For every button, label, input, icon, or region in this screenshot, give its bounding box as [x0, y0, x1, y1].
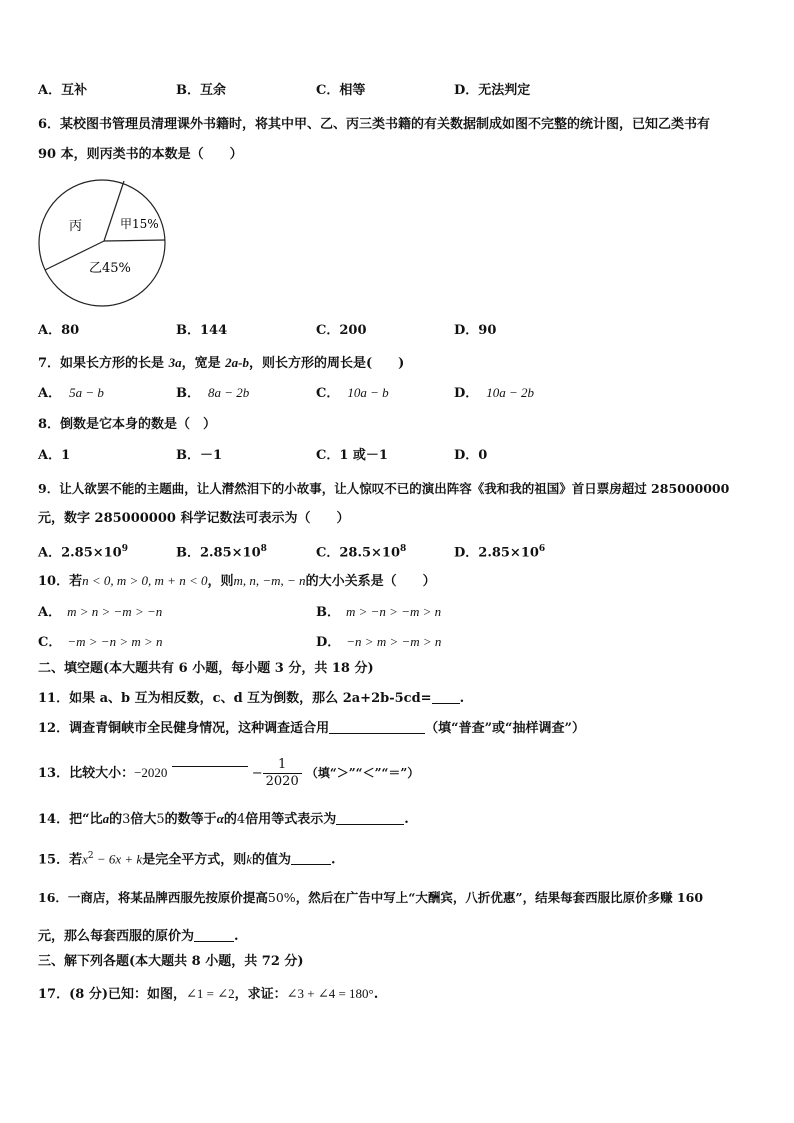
- q17-given: ∠1 = ∠2: [185, 986, 235, 1001]
- q11-text: 11．如果 a、b 互为相反数，c、d 互为倒数，那么 2a+2b-5cd=: [38, 691, 432, 706]
- q9-option-a: [38, 540, 128, 562]
- q7-option-a-label: A．: [38, 386, 62, 401]
- q5-option-a: A．互补: [38, 83, 88, 98]
- q14-var-a: a: [102, 811, 110, 826]
- q15-expr-x: x: [82, 851, 88, 867]
- pie-divider-bing-jia: [104, 181, 124, 241]
- q16-answer-blank: [194, 927, 234, 942]
- q15-stem: [38, 847, 336, 869]
- q14-part2: 的: [109, 812, 123, 827]
- section-3-heading: 三、解下列各题(本大题共 8 小题，共 72 分): [38, 954, 304, 969]
- q16-line2-text: 元，那么每套西服的原价为: [38, 929, 195, 944]
- q7-option-b: [176, 384, 249, 403]
- q11-end: .: [459, 691, 465, 706]
- q10-option-a-expr: m > n > −m > −n: [67, 604, 163, 619]
- q13-answer-blank: [172, 752, 248, 767]
- q15-part3: 的值为: [252, 852, 292, 868]
- q16-stem-line2: [38, 927, 239, 946]
- q10-option-b: [316, 603, 441, 622]
- q17-prefix: 17．(8 分)已知：如图，: [38, 987, 186, 1002]
- q15-var-k: k: [246, 851, 252, 867]
- q17-stem: [38, 985, 378, 1004]
- q6-option-d: D．90: [454, 323, 497, 338]
- q7-prefix: 7．如果长方形的长是: [38, 356, 169, 371]
- q7-suffix: ，则长方形的周长是( ): [248, 356, 405, 371]
- q14-part4: 的数等于: [164, 812, 217, 827]
- q7-option-a: [38, 384, 104, 403]
- q7-option-d-expr: 10a − 2b: [486, 385, 535, 400]
- q14-answer-blank: [336, 810, 404, 825]
- q16-stem-line1: [38, 889, 703, 907]
- q6-option-c: C．200: [316, 323, 367, 338]
- q15-end: .: [331, 852, 336, 868]
- pie-label-yi: 乙45%: [89, 261, 131, 276]
- q9-stem-line2: 元，数字 285000000 科学记数法可表示为（ ）: [38, 511, 350, 526]
- q13-left-value: −2020: [134, 765, 168, 780]
- q8-option-a: A．1: [38, 448, 71, 463]
- q10-suffix: 的大小关系是（ ）: [305, 574, 436, 589]
- q14-num-3: 3: [122, 812, 131, 827]
- q12-stem: [38, 719, 585, 738]
- q6-option-b: B．144: [176, 323, 228, 338]
- q10-option-b-label: B．: [316, 605, 340, 620]
- q16-end: .: [234, 929, 239, 944]
- q12-end: （填“普查”或“抽样调查”）: [425, 721, 586, 736]
- q9-option-d: [454, 540, 545, 562]
- q10-option-b-expr: m > −n > −m > n: [346, 604, 442, 619]
- q5-option-d: D．无法判定: [454, 83, 531, 98]
- q10-mid: ，则: [207, 574, 234, 589]
- q6-option-a: A．80: [38, 323, 80, 338]
- q7-option-b-expr: 8a − 2b: [208, 385, 250, 400]
- q11-answer-blank: [432, 689, 460, 704]
- q13-numerator: 1: [263, 757, 302, 774]
- q7-option-d-label: D．: [454, 386, 479, 401]
- q10-prefix: 10．若: [38, 574, 83, 589]
- q16-percent: 50%: [267, 890, 296, 905]
- q8-stem: 8．倒数是它本身的数是（ ）: [38, 417, 217, 432]
- q6-pie-chart: [36, 178, 168, 308]
- q14-part5: 的: [223, 812, 237, 827]
- q9-option-c-base: C．28.5×10: [316, 545, 400, 561]
- q9-option-a-exp: 9: [121, 544, 128, 554]
- q10-condition: n < 0, m > 0, m + n < 0: [82, 573, 208, 588]
- q9-option-b-exp: 8: [260, 544, 267, 554]
- q7-option-c: [316, 384, 389, 403]
- q6-stem-line1: 6．某校图书管理员清理课外书籍时，将其中甲、乙、丙三类书籍的有关数据制成如图不完整的统计图，已知乙类书有: [38, 117, 711, 132]
- q16-part1: 16．一商店，将某品牌西服先按原价提高: [38, 890, 268, 905]
- q7-option-c-expr: 10a − b: [347, 385, 389, 400]
- q9-option-b-base: B．2.85×10: [176, 545, 261, 561]
- q10-option-c-expr: −m > −n > m > n: [67, 634, 163, 649]
- q10-option-a: [38, 603, 162, 622]
- q14-num-4: 4: [236, 812, 246, 827]
- q5-option-c: C．相等: [316, 83, 366, 98]
- q11-stem: [38, 689, 464, 708]
- q7-option-b-label: B．: [176, 386, 200, 401]
- q8-option-c: C．1 或－1: [316, 448, 388, 463]
- pie-outline: [39, 180, 165, 306]
- q15-exponent: 2: [87, 851, 94, 861]
- section-2-heading: 二、填空题(本大题共有 6 小题，每小题 3 分，共 18 分): [38, 661, 374, 676]
- q10-option-c-label: C．: [38, 635, 62, 650]
- q7-mid: ，宽是: [181, 356, 226, 371]
- q14-part6: 倍用等式表示为: [245, 812, 337, 827]
- q5-option-b: B．互余: [176, 83, 226, 98]
- q17-end: .: [373, 987, 379, 1002]
- q14-num-5: 5: [156, 812, 165, 827]
- q13-stem: [38, 752, 419, 792]
- q13-fraction: [263, 757, 302, 790]
- q12-answer-blank: [329, 719, 425, 734]
- q14-part1: 14．把“比: [38, 812, 103, 827]
- pie-divider-jia-yi: [104, 240, 165, 241]
- q13-minus-sign: −: [251, 766, 263, 781]
- q13-denominator: 2020: [265, 774, 299, 789]
- q14-stem: [38, 810, 409, 829]
- q14-end: .: [404, 812, 409, 827]
- q7-length: 3a: [168, 355, 182, 370]
- q7-option-c-label: C．: [316, 386, 340, 401]
- q13-prefix: 13．比较大小：: [38, 766, 135, 781]
- q15-part1: 15．若: [38, 852, 83, 868]
- q10-option-d-label: D．: [316, 635, 341, 650]
- q9-option-d-exp: 6: [538, 544, 546, 554]
- q7-option-d: [454, 384, 534, 403]
- q10-stem: [38, 572, 436, 591]
- q16-part2: ，然后在广告中写上“大酬宾，八折优惠”，结果每套西服比原价多赚 160: [295, 890, 704, 905]
- q8-option-d: D．0: [454, 448, 488, 463]
- q10-option-c: [38, 633, 163, 652]
- q7-width: 2a-b: [225, 355, 249, 370]
- q10-option-d-expr: −n > m > −m > n: [346, 634, 442, 649]
- q9-option-c: [316, 540, 406, 562]
- q9-option-d-base: D．2.85×10: [454, 545, 539, 561]
- q7-option-a-expr: 5a − b: [69, 385, 104, 400]
- q9-option-c-exp: 8: [400, 544, 407, 554]
- q14-var-alpha: α: [216, 811, 224, 826]
- q9-option-a-base: A．2.85×10: [38, 545, 122, 561]
- q15-expr-rest: − 6x + k: [93, 851, 143, 867]
- pie-label-bing: 丙: [69, 219, 83, 234]
- q7-stem: [38, 354, 404, 373]
- q15-part2: 是完全平方式，则: [142, 852, 247, 868]
- q9-option-b: [176, 540, 267, 562]
- pie-label-jia: 甲15%: [120, 217, 159, 231]
- q10-option-d: [316, 633, 441, 652]
- q13-end: （填“＞”“＜”“＝”）: [305, 766, 420, 780]
- q8-option-b: B．－1: [176, 448, 223, 463]
- q6-stem-line2: 90 本，则丙类书的本数是（ ）: [38, 147, 243, 162]
- q14-part3: 倍大: [130, 812, 157, 827]
- q17-prove: ∠3 + ∠4 = 180°: [286, 986, 374, 1001]
- q9-stem-line1: 9．让人欲罢不能的主题曲，让人潸然泪下的小故事，让人惊叹不已的演出阵容《我和我的祖国》首日票房超过 285000000: [38, 481, 730, 496]
- q10-vars: m, n, −m, − n: [233, 573, 306, 588]
- q15-answer-blank: [291, 850, 331, 865]
- q17-mid: ，求证：: [234, 987, 287, 1002]
- q12-text: 12．调查青铜峡市全民健身情况，这种调查适合用: [38, 721, 330, 736]
- q10-option-a-label: A．: [38, 605, 62, 620]
